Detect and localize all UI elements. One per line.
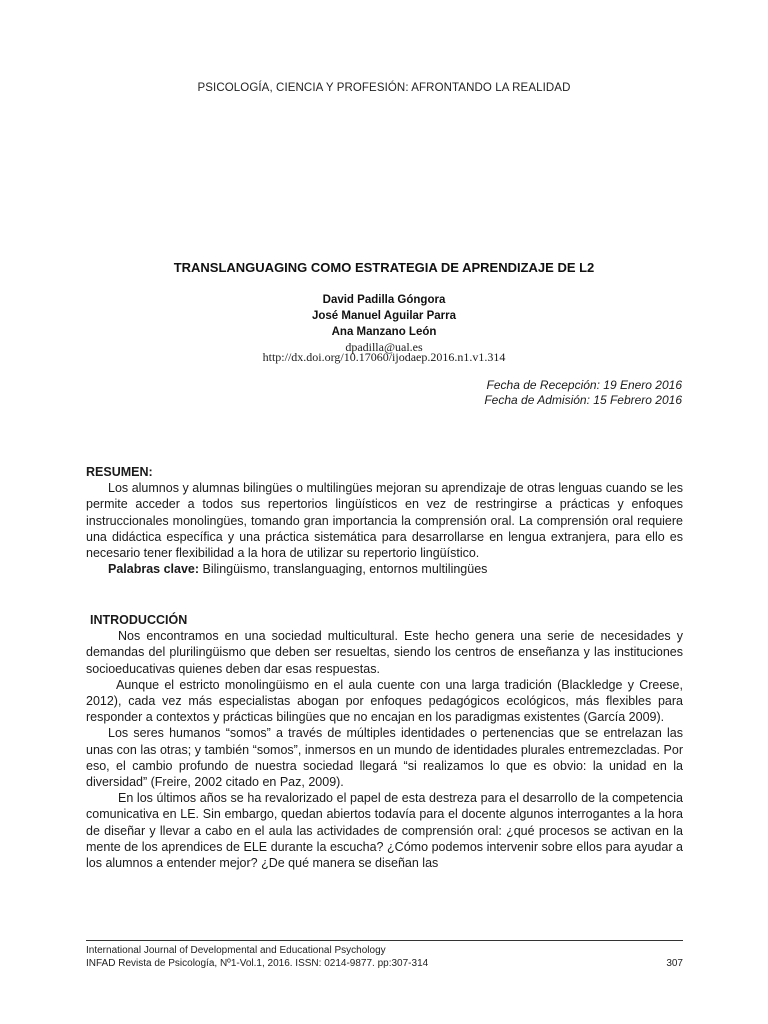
keywords-label: Palabras clave:	[108, 562, 200, 577]
article-title: TRANSLANGUAGING COMO ESTRATEGIA DE APRENDIZAJE DE L2	[173, 260, 595, 275]
keywords-text: Bilingüismo, translanguaging, entornos multilingües	[199, 562, 488, 577]
running-head: PSICOLOGÍA, CIENCIA Y PROFESIÓN: AFRONTANDO LA REALIDAD	[197, 82, 571, 94]
author-email[interactable]: dpadilla@ual.es	[345, 340, 423, 354]
body-paragraph: Aunque el estricto monolingüismo en el aula cuente con una larga tradición (Blackledge y Creese, 2012), cada vez más especialistas abogan por enfoques pedagógicos ecológicos, más flexibles para responder a contextos y prácticas bilingües que no encajan en los paradigmas existentes (García 2009).	[86, 677, 683, 725]
dates-block	[484, 378, 682, 408]
author-block	[0, 292, 768, 354]
body-paragraph: En los últimos años se ha revalorizado el papel de esta destreza para el desarrollo de la competencia comunicativa en LE. Sin embargo, quedan abiertos todavía para el docente algunos interrogantes a la hora de diseñar y llevar a cabo en el aula las actividades de comprensión oral: ¿qué procesos se activan en la mente de los aprendices de ELE durante la escucha? ¿Cómo podemos intervenir sobre ellos para ayudar a los alumnos a entender mejor? ¿De qué manera se diseñan las	[86, 791, 683, 871]
body-paragraph: Nos encontramos en una sociedad multicultural. Este hecho genera una serie de necesidades y demandas del plurilingüismo que deben ser resueltas, siendo los centros de enseñanza y las instituciones socioeducativas quienes deben dar esas respuestas.	[86, 629, 683, 676]
footer-divider	[86, 940, 683, 941]
abstract-text: Los alumnos y alumnas bilingües o multilingües mejoran su aprendizaje de otras lenguas cuando se les permite acceder a todos sus repertorios lingüísticos en vez de restringirse a prácticas y enfoques instruccionales monolingües, tomando gran importancia la comprensión oral. La comprensión oral requiere una didáctica específica y una práctica sistemática para desarrollarse en lengua extranjera, para ello es necesario tener flexibilidad a la hora de utilizar su repertorio lingüístico.	[86, 481, 683, 561]
introduction-heading: INTRODUCCIÓN	[90, 613, 188, 627]
admitted-date: Fecha de Admisión: 15 Febrero 2016	[484, 393, 682, 407]
author-name: José Manuel Aguilar Parra	[311, 310, 456, 322]
doi-link[interactable]: http://dx.doi.org/10.17060/ijodaep.2016.n1.v1.314	[262, 350, 506, 364]
page-footer	[86, 944, 683, 970]
author-name: David Padilla Góngora	[322, 294, 446, 306]
received-date: Fecha de Recepción: 19 Enero 2016	[486, 378, 682, 392]
abstract-heading: RESUMEN:	[86, 465, 153, 479]
introduction-section	[86, 612, 683, 871]
footer-journal: International Journal of Developmental and Educational Psychology	[86, 945, 386, 956]
keywords-line	[86, 561, 683, 577]
author-name: Ana Manzano León	[331, 326, 437, 338]
page-number: 307	[666, 958, 683, 969]
body-paragraph: Los seres humanos “somos” a través de múltiples identidades o pertenencias que se entrelazan las unas con las otras; y también “somos”, inmersos en un mundo de identidades plurales entremezcladas. Por eso, el cambio profundo de nuestra sociedad llegará “si realizamos lo que es obvio: la unidad en la diversidad” (Freire, 2002 citado en Paz, 2009).	[86, 726, 683, 790]
footer-citation: INFAD Revista de Psicología, Nº1-Vol.1, 2016. ISSN: 0214-9877. pp:307-314	[86, 958, 429, 969]
abstract-section	[86, 464, 683, 577]
